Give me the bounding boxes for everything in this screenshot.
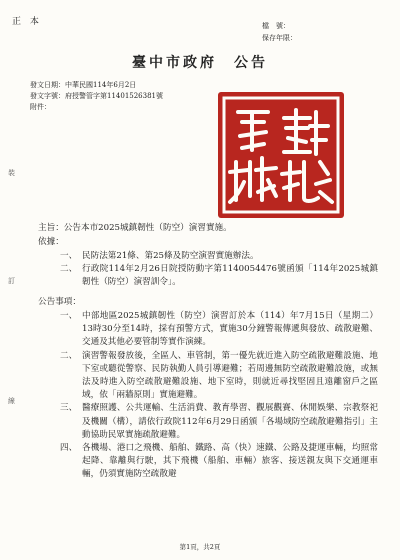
announcement-item — [60, 402, 378, 442]
copy-mark: 正 本 — [12, 17, 42, 27]
announcement-item — [60, 442, 378, 482]
announcement-items-heading: 公告事項： — [38, 297, 81, 307]
announcement-item — [60, 350, 378, 403]
document-meta — [30, 80, 163, 113]
basis-item — [60, 250, 378, 263]
document-number: 發文字號：府授警管字第11401526381號 — [30, 92, 163, 100]
announcement-item-text: 醫療照護、公共運輸、生活消費、教育學習、觀展觀賽、休閒娛樂、宗教祭祀及機關（構），請依行政院112年6月29日函頒「各場域防空疏散避難指引」主動協助民眾實施疏散避難。 — [82, 403, 378, 440]
announcement-item-text: 各機場、港口之飛機、船舶、鐵路、高（快）速鐵、公路及捷運車輛，均照常起降、靠離與行駛，其下飛機（船舶、車輛）旅客、接送親友與下交通運車輛，仍須實施防空疏散避 — [82, 443, 378, 480]
basis-item — [60, 263, 378, 289]
announcement-item-text: 演習警報發放後，全區人、車管制，第一優先就近進入防空疏散避難設施、地下室或聽從警察、民防執勤人員引導避難；若周邊無防空疏散避難設施，或無法及時進入防空疏散避難設施、地下室時，則就近尋找堅固且遠離窗戶之區域，依「兩牆原則」實施避難。 — [82, 350, 378, 401]
announcement-items-list — [60, 310, 378, 482]
announcement-item-text: 中部地區2025城鎮韌性（防空）演習訂於本（114）年7月15日（星期二）13時30分至14時，採有預警方式，實施30分鐘警報傳遞與發放、疏散避難、交通及其他必要管制等實作演練。 — [82, 311, 378, 348]
binding-mark-3: 線 — [8, 397, 15, 405]
announcement-item-number: 二、 — [60, 350, 78, 361]
announcement-item-number: 三、 — [60, 403, 78, 414]
basis-heading: 依據： — [38, 237, 64, 247]
binding-mark-2: 訂 — [8, 277, 15, 285]
issue-date: 發文日期：中華民國114年6月2日 — [30, 81, 137, 89]
basis-item-text: 行政院114年2月26日院授防動字第1140054476號函頒「114年2025城鎮韌性（防空）演習訓令」。 — [82, 264, 378, 288]
attachment-label: 附件： — [30, 103, 51, 111]
basis-item-text: 民防法第21條、第25條及防空演習實施辦法。 — [82, 251, 259, 261]
archive-number-label: 檔 號： — [262, 22, 290, 30]
archive-info — [262, 20, 297, 44]
official-seal — [218, 92, 344, 218]
basis-item-number: 一、 — [60, 251, 78, 261]
announcement-item-number: 一、 — [60, 311, 78, 321]
retention-period-label: 保存年限： — [262, 34, 297, 42]
basis-list — [60, 250, 378, 290]
binding-mark-1: 裝 — [8, 169, 15, 177]
announcement-item-number: 四、 — [60, 443, 78, 454]
page-number: 第1頁，共2頁 — [179, 543, 221, 551]
seal-icon — [218, 92, 344, 218]
announcement-item — [60, 310, 378, 350]
document-title: 臺中市政府 公告 — [132, 55, 268, 71]
subject-line: 主旨：公告本市2025城鎮韌性（防空）演習實施。 — [38, 223, 232, 233]
basis-item-number: 二、 — [60, 264, 78, 275]
